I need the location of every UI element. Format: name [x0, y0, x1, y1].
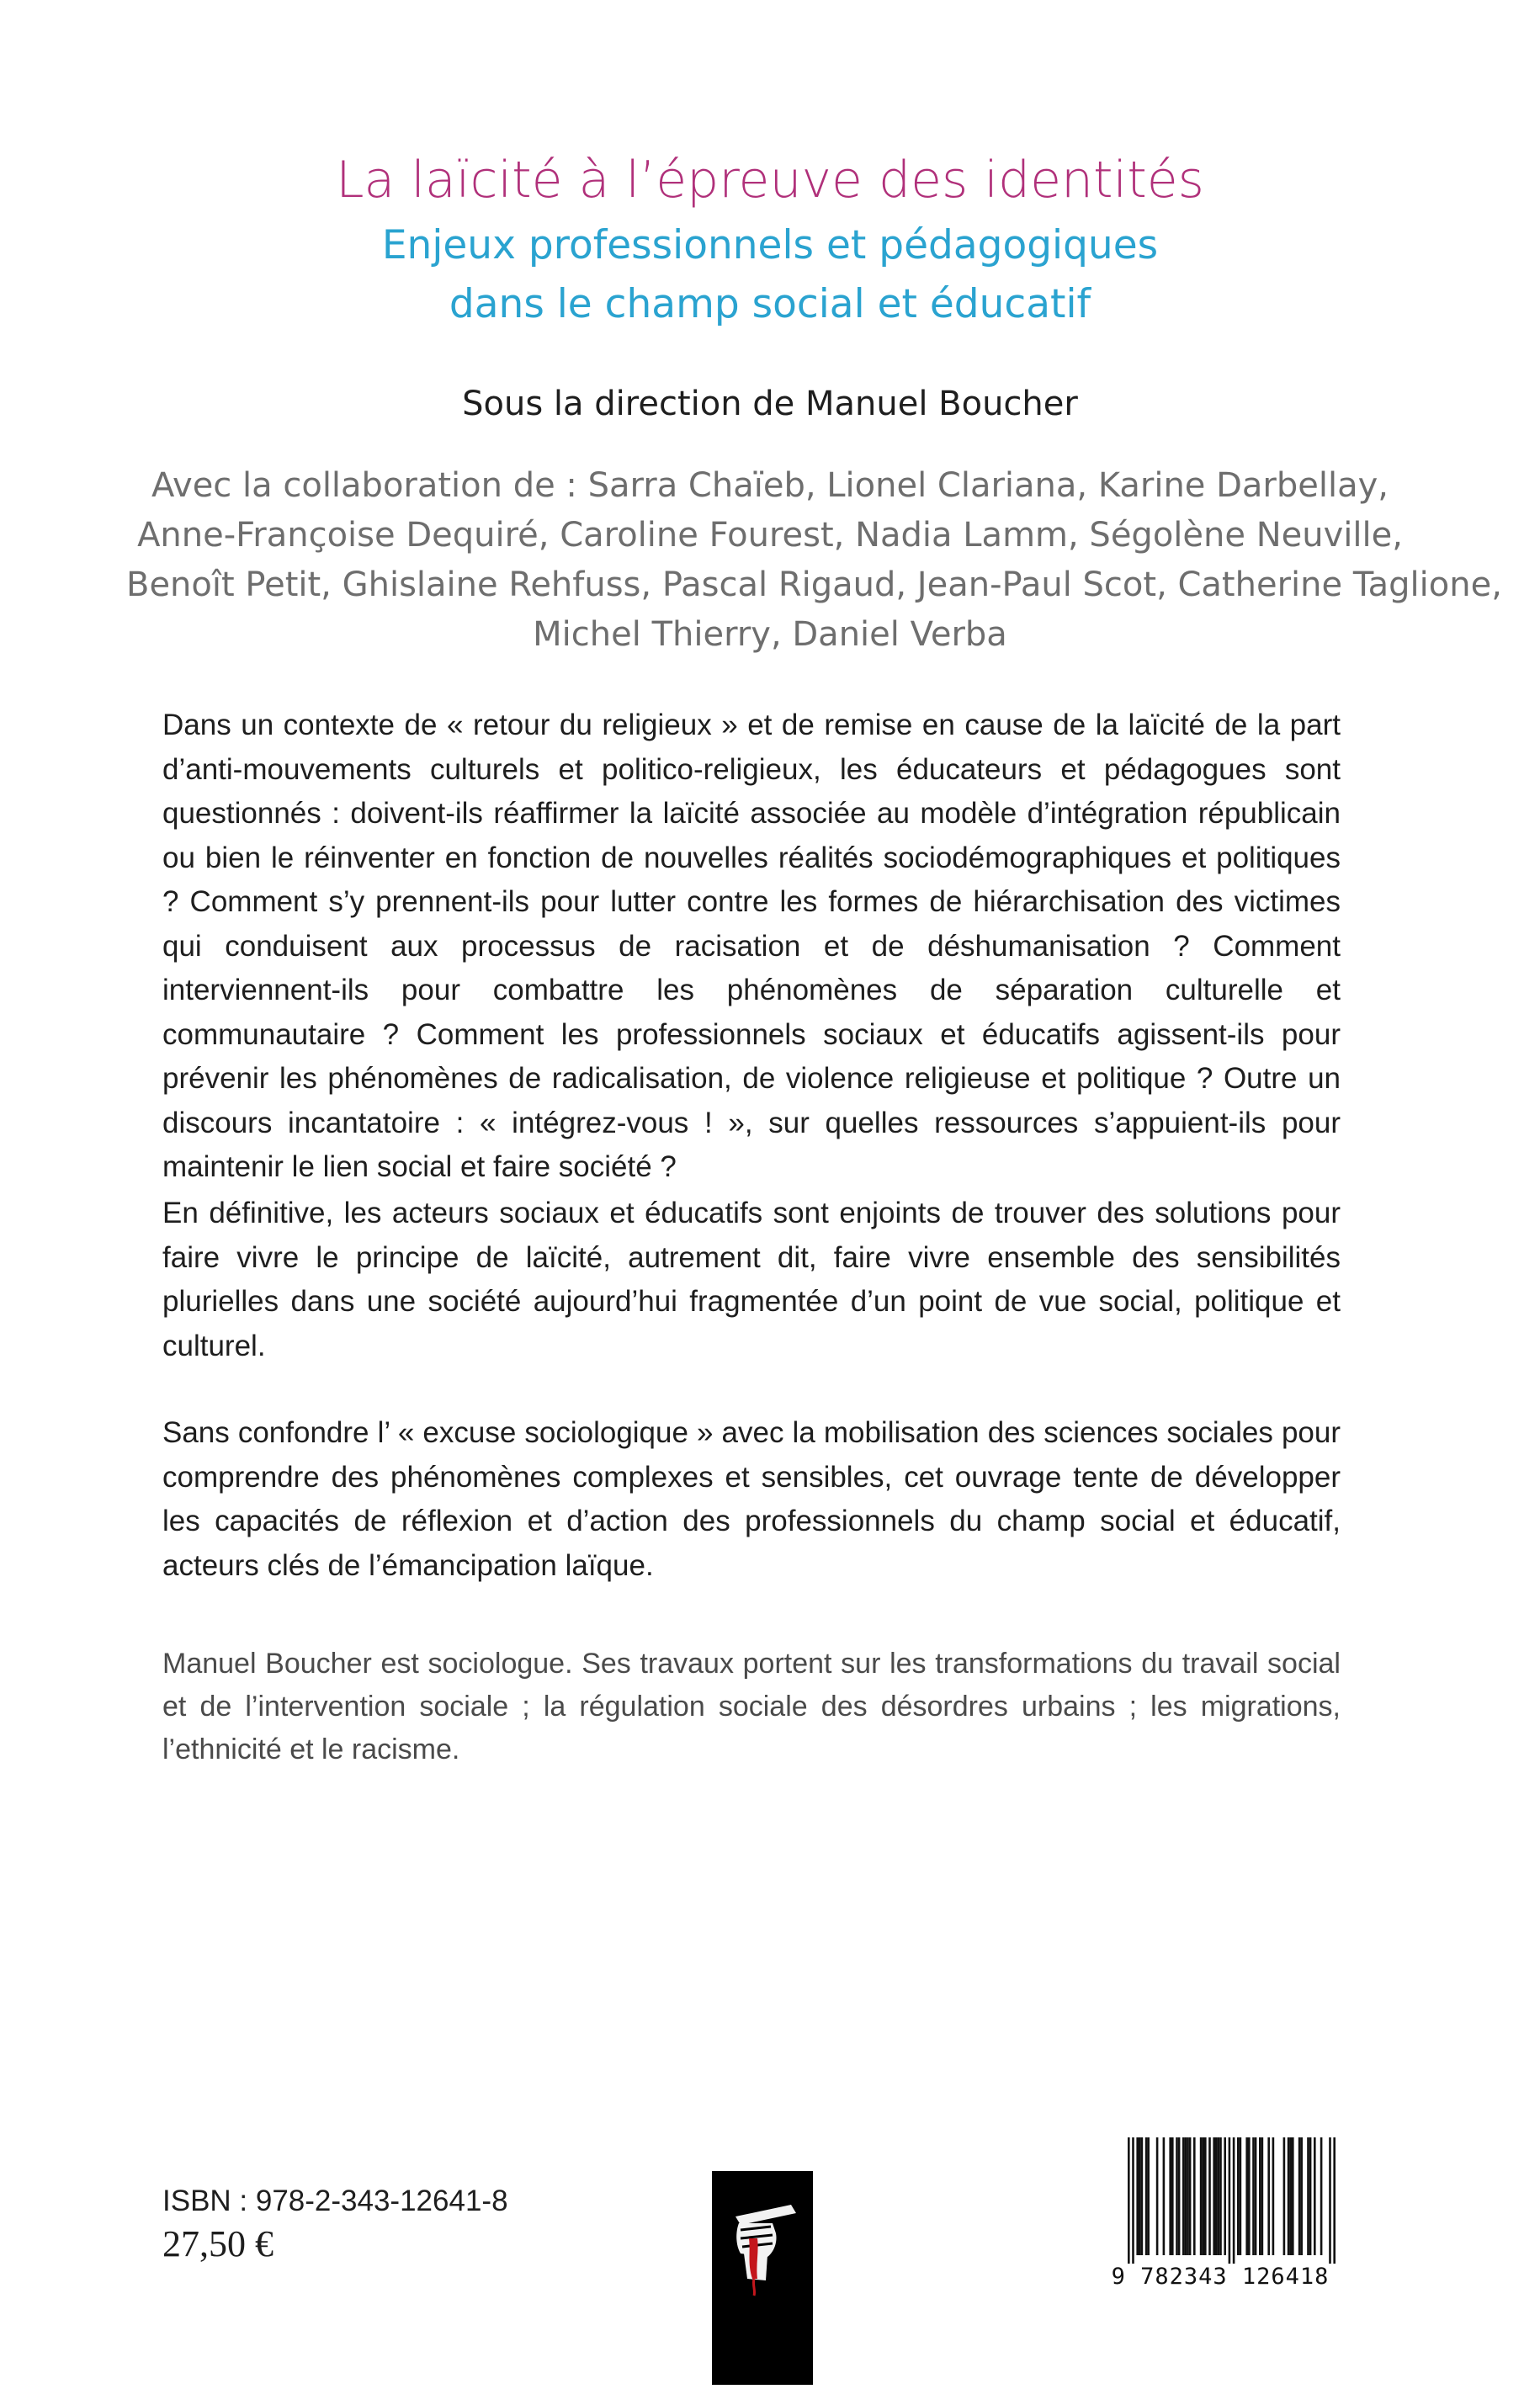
barcode-bar [1215, 2137, 1218, 2255]
barcode-bar [1169, 2137, 1171, 2255]
barcode-bar [1132, 2137, 1134, 2264]
barcode-bar [1329, 2137, 1331, 2264]
collaborators-line: Anne-Françoise Dequiré, Caroline Fourest, Nadia Lamm, Ségolène Neuville, [137, 516, 1403, 555]
barcode-bar [1193, 2137, 1196, 2255]
editor-credit: Sous la direction de Manuel Boucher [462, 385, 1078, 423]
barcode-bar [1240, 2137, 1242, 2255]
barcode-bar [1213, 2137, 1215, 2255]
barcode-bar [1267, 2137, 1270, 2255]
collaborators-line: Benoît Petit, Ghislaine Rehfuss, Pascal Rigaud, Jean-Paul Scot, Catherine Taglione, [126, 565, 1502, 604]
barcode-bar [1202, 2137, 1204, 2255]
barcode-bar [1176, 2137, 1178, 2255]
barcode-graphic [1094, 2132, 1346, 2289]
barcode-bar [1204, 2137, 1207, 2255]
barcode-bar [1145, 2137, 1148, 2255]
barcode-bar [1314, 2137, 1316, 2255]
barcode-number: 9 782343 126418 [1111, 2264, 1330, 2289]
barcode-bar [1156, 2137, 1159, 2255]
barcode-bar [1163, 2137, 1166, 2255]
barcode-bar [1333, 2137, 1336, 2264]
barcode-bar [1200, 2137, 1203, 2255]
barcode-bar [1237, 2137, 1240, 2255]
book-title: La laïcité à l’épreuve des identités [336, 151, 1204, 210]
price-label: 27,50 € [162, 2223, 273, 2264]
fist-with-pen-icon [712, 2171, 813, 2385]
isbn-label: ISBN : 978-2-343-12641-8 [162, 2185, 508, 2217]
blurb-paragraph-3: Sans confondre l’ « excuse sociologique » avec la mobilisation des sciences sociales pour comprendre des phénomènes complexes et sensibles, cet ouvrage tente de développer les capacités de réflexion et d’action des professionnels du champ social et éducatif, acteurs clés de l’émancipation laïque. [162, 1416, 1341, 1582]
barcode-bar [1283, 2137, 1286, 2255]
barcode-bar [1300, 2137, 1303, 2255]
barcode-bar [1252, 2137, 1255, 2255]
barcode-bar [1261, 2137, 1264, 2255]
barcode-bar [1307, 2137, 1309, 2255]
barcode-bar [1233, 2137, 1235, 2264]
barcode-bar [1229, 2137, 1231, 2264]
subtitle-line: dans le champ social et éducatif [449, 281, 1091, 327]
book-subtitle [0, 216, 1540, 334]
barcode-bar [1218, 2137, 1220, 2255]
barcode-bar [1208, 2137, 1211, 2255]
barcode-bar [1219, 2137, 1222, 2255]
collaborators-line: Michel Thierry, Daniel Verba [533, 615, 1007, 654]
barcode-bar [1178, 2137, 1181, 2255]
barcode-bar [1255, 2137, 1257, 2255]
blurb-paragraph-2: En définitive, les acteurs sociaux et éducatifs sont enjoints de trouver des solutions pour faire vivre le principe de laïcité, autrement dit, faire vivre ensemble des sensibilités plurielles dans une société aujourd’hui fragmentée d’un point de vue social, politique et culturel. [162, 1197, 1341, 1362]
barcode-bar [1298, 2137, 1301, 2255]
barcode-bar [1189, 2137, 1192, 2255]
subtitle-line: Enjeux professionnels et pédagogiques [381, 222, 1159, 268]
blurb-paragraph-1: Dans un contexte de « retour du religieux » et de remise en cause de la laïcité de la part d’anti-mouvements culturels et politico-religieux, les éducateurs et pédagogues sont questionnés : doivent-ils réaffirmer la laïcité associée au modèle d’intégration républicain ou bien le réinventer en fonction de nouvelles réalités sociodémographiques et politiques ? Comment s’y prennent-ils pour lutter contre les formes de hiérarchisation des victimes qui conduisent aux processus de racisation et de déshumanisation ? Comment interviennent-ils pour combattre les phénomènes de séparation culturelle et communautaire ? Comment les professionnels sociaux et éducatifs agissent-ils pour prévenir les phénomènes de radicalisation, de violence religieuse et politique ? Outre un discours incantatoire : « intégrez-vous ! », sur quelles ressources s’appuient-ils pour maintenir le lien social et faire société ? [162, 709, 1341, 1183]
barcode-bar [1248, 2137, 1251, 2255]
barcode-bar [1185, 2137, 1187, 2255]
barcode-bar [1272, 2137, 1275, 2255]
barcode-bar [1289, 2137, 1292, 2255]
barcode [1094, 2132, 1346, 2289]
barcode-bar [1141, 2137, 1144, 2255]
collaborators-line: Avec la collaboration de : Sarra Chaïeb, Lionel Clariana, Karine Darbellay, [151, 466, 1389, 505]
barcode-bar [1288, 2137, 1290, 2255]
barcode-bar [1320, 2137, 1323, 2255]
barcode-bar [1182, 2137, 1185, 2255]
barcode-bar [1139, 2137, 1141, 2255]
barcode-bar [1147, 2137, 1150, 2255]
publisher-logo [712, 2171, 813, 2385]
barcode-bar [1187, 2137, 1189, 2255]
barcode-bar [1259, 2137, 1261, 2255]
barcode-bar [1224, 2137, 1226, 2255]
barcode-bar [1136, 2137, 1139, 2255]
barcode-bar [1171, 2137, 1174, 2255]
barcode-bar [1292, 2137, 1294, 2255]
collaborators-list [126, 461, 1502, 660]
barcode-bar [1128, 2137, 1130, 2264]
barcode-bar [1309, 2137, 1312, 2255]
author-bio: Manuel Boucher est sociologue. Ses travaux portent sur les transformations du travail social et de l’intervention sociale ; la régulation sociale des désordres urbains ; les migrations, l’ethnicité et le racisme. [162, 1648, 1341, 1765]
barcode-bar [1245, 2137, 1248, 2255]
